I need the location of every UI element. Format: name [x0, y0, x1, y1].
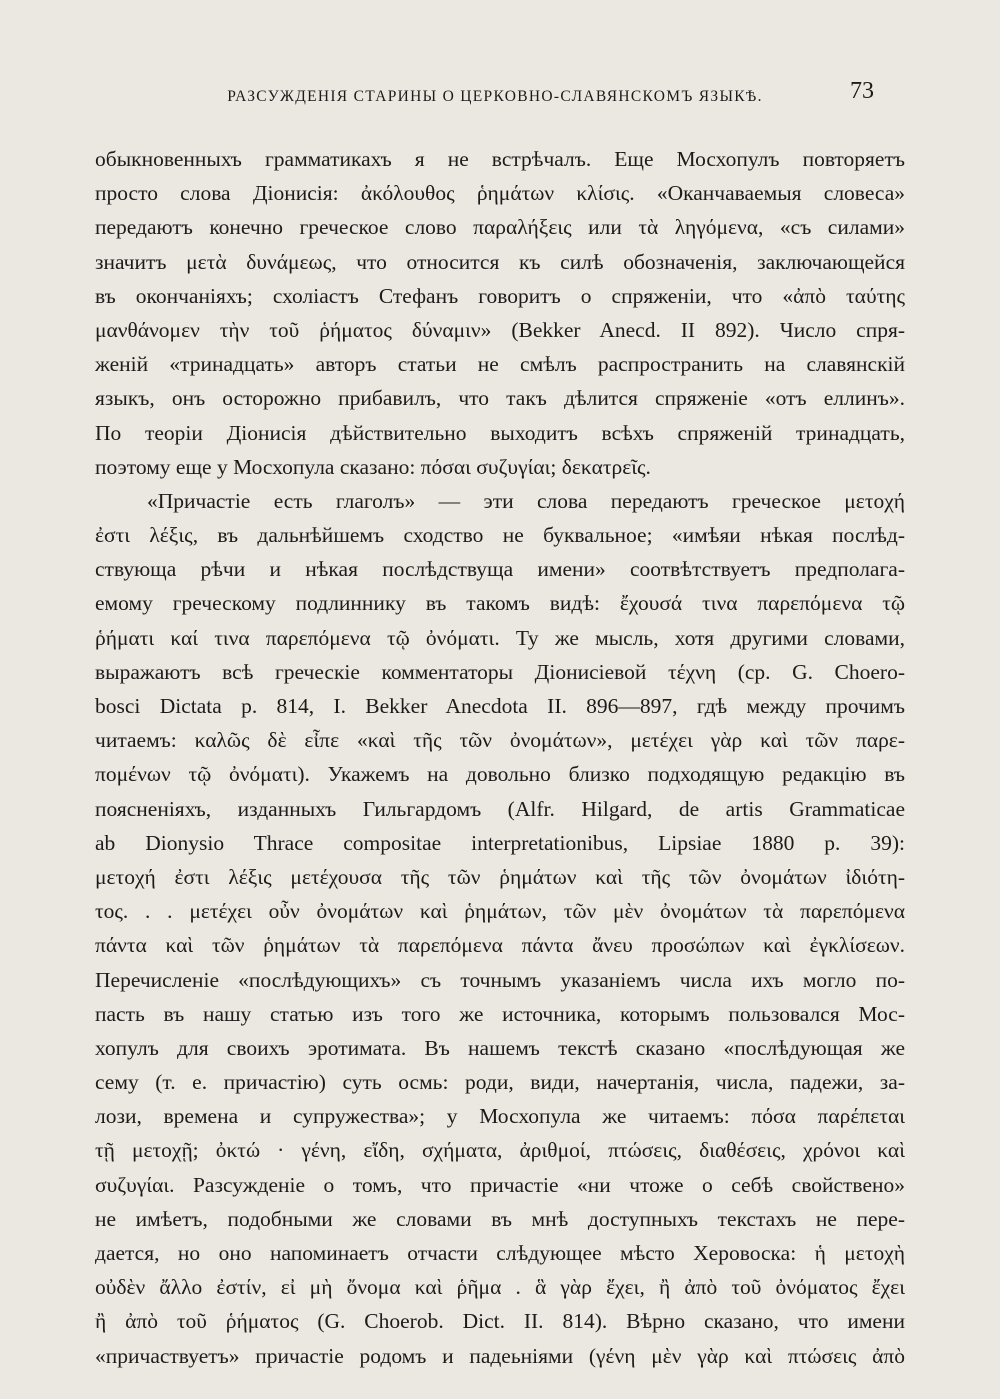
text-line: οὐδὲν ἄλλο ἐστίν, εἰ μὴ ὄνομα καὶ ῥῆμα . ἃ γὰρ ἔχει, ἢ ἀπὸ τοῦ ὀνόματος ἔχει	[95, 1275, 905, 1300]
text-line: читаемъ: καλῶς δὲ εἶπε «καὶ τῆς τῶν ὀνομάτων», μετέχει γὰρ καὶ τῶν παρε-	[95, 728, 905, 753]
text-line: πομένων τῷ ὀνόματι). Укажемъ на довольно близко подходящую редакцію въ	[95, 762, 905, 787]
text-line: поэтому еще у Мосхопула сказано: πόσαι συζυγίαι; δεκατρεῖς.	[95, 454, 651, 479]
text-line: συζυγίαι. Разсужденіе о томъ, что причастіе «ни чтоже о себѣ свойствено»	[95, 1172, 905, 1197]
text-line: женій «тринадцать» авторъ статьи не смѣлъ распространить на славянскій	[95, 352, 905, 377]
text-line: емому греческому подлиннику въ такомъ видѣ: ἔχουσά τινα παρεπόμενα τῷ	[95, 591, 905, 616]
text-line: ἐστι λέξις, въ дальнѣйшемъ сходство не буквальное; «имѣяи нѣкая послѣд-	[95, 523, 905, 548]
text-line: τος. . . μετέχει οὖν ὀνομάτων καὶ ῥημάτων, τῶν μὲν ὀνομάτων τὰ παρεπόμενα	[95, 899, 905, 924]
text-line: ствующа рѣчи и нѣкая послѣдствуща имени» соотвѣтствуетъ предполага-	[95, 557, 905, 582]
text-line: μετοχή ἐστι λέξις μετέχουσα τῆς τῶν ῥημάτων καὶ τῆς τῶν ὀνομάτων ἰδιότη-	[95, 864, 905, 889]
running-head: РАЗСУЖДЕНІЯ СТАРИНЫ О ЦЕРКОВНО-СЛАВЯНСКОМЪ ЯЗЫКѢ.	[227, 88, 763, 105]
text-line: передаютъ конечно греческое слово παραλήξεις или τὰ ληγόμενα, «съ силами»	[95, 215, 905, 240]
text-line: лози, времена и супружества»; у Мосхопула же читаемъ: πόσα παρέπεται	[95, 1104, 905, 1129]
text-line: ἢ ἀπὸ τοῦ ῥήματος (G. Choerob. Dict. II. 814). Вѣрно сказано, что имени	[95, 1309, 905, 1334]
text-line: τῇ μετοχῇ; ὀκτώ · γένη, εἴδη, σχήματα, ἀριθμοί, πτώσεις, διαθέσεις, χρόνοι καὶ	[95, 1138, 905, 1163]
text-line: πάντα καὶ τῶν ῥημάτων τὰ παρεπόμενα πάντα ἄνευ προσώπων καὶ ἐγκλίσεων.	[95, 933, 905, 958]
text-line: въ окончаніяхъ; схоліастъ Стефанъ говоритъ о спряженіи, что «ἀπὸ ταύτης	[95, 283, 905, 308]
text-line: значитъ μετὰ δυνάμεως, что относится къ силѣ обозначенія, заключающейся	[95, 249, 905, 274]
text-line: не имѣетъ, подобными же словами въ мнѣ доступныхъ текстахъ не пере-	[95, 1206, 905, 1231]
text-line: просто слова Діонисія: ἀκόλουθος ῥημάτων κλίσις. «Оканчаваемыя словеса»	[95, 181, 905, 206]
text-line: дается, но оно напоминаетъ отчасти слѣдующее мѣсто Херовоска: ἡ μετοχὴ	[95, 1241, 905, 1265]
text-line: По теоріи Діонисія дѣйствительно выходитъ всѣхъ спряженій тринадцать,	[95, 420, 905, 445]
text-line: μανθάνομεν τὴν τοῦ ῥήματος δύναμιν» (Bekker Anecd. II 892). Число спря-	[95, 317, 905, 342]
text-line: «Причастіе есть глаголъ» — эти слова передаютъ греческое μετοχή	[147, 488, 905, 513]
body-text	[95, 142, 905, 1373]
text-line: сему (т. е. причастію) суть осмь: роди, види, начертанія, числа, падежи, за-	[95, 1070, 905, 1095]
text-line: обыкновенныхъ грамматикахъ я не встрѣчалъ. Еще Мосхопулъ повторяетъ	[95, 147, 905, 171]
text-line: хопулъ для своихъ эротимата. Въ нашемъ текстѣ сказано «послѣдующая же	[95, 1035, 905, 1060]
text-line: выражаютъ всѣ греческіе комментаторы Діонисіевой τέχνη (ср. G. Choero-	[95, 659, 905, 684]
page-header	[0, 76, 1000, 116]
text-line: поясненіяхъ, изданныхъ Гильгардомъ (Alfr. Hilgard, de artis Grammaticae	[95, 796, 905, 821]
text-line: языкъ, онъ осторожно прибавилъ, что такъ дѣлится спряженіе «отъ еллинъ».	[95, 386, 905, 411]
page-number: 73	[850, 78, 874, 104]
text-line: bosci Dictata p. 814, I. Bekker Anecdota II. 896—897, гдѣ между прочимъ	[95, 694, 905, 718]
text-line: ab Dionysio Thrace compositae interpretationibus, Lipsiae 1880 p. 39):	[95, 830, 905, 855]
text-line: Перечисленіе «послѣдующихъ» съ точнымъ указаніемъ числа ихъ могло по-	[95, 967, 905, 992]
text-line: пасть въ нашу статью изъ того же источника, которымъ пользовался Мос-	[95, 1001, 905, 1026]
text-line: ῥήματι καί τινα παρεπόμενα τῷ ὀνόματι. Ту же мысль, хотя другими словами,	[95, 625, 905, 650]
text-line: «причаствуетъ» причастіе родомъ и падеьніями (γένη μὲν γὰρ καὶ πτώσεις ἀπὸ	[95, 1343, 905, 1368]
